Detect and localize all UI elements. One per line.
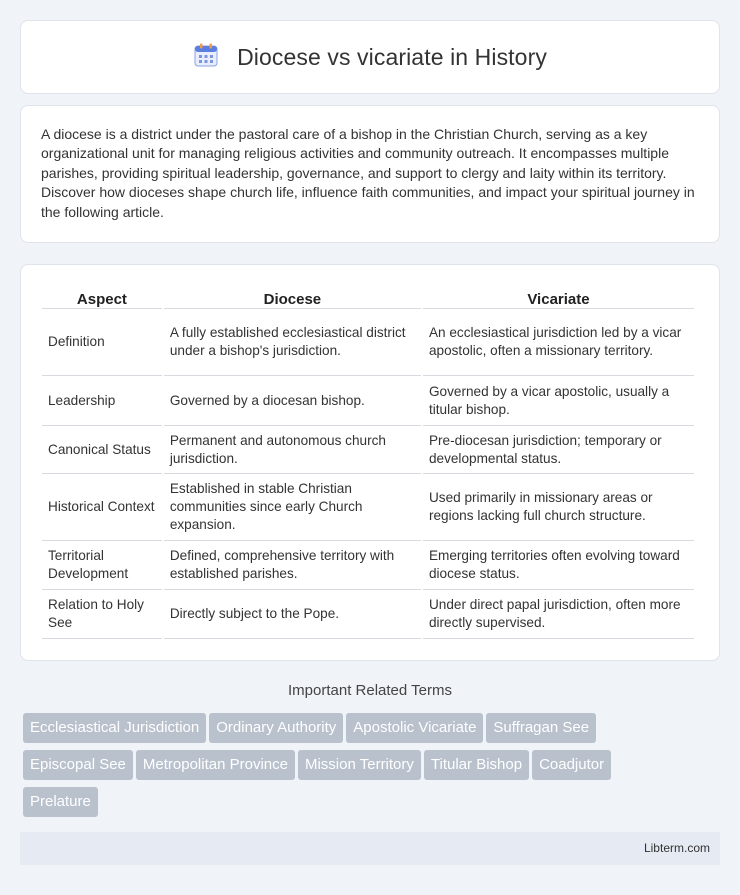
related-terms-list [23,713,723,824]
table-row [42,309,694,376]
term-tag[interactable]: Prelature [23,787,98,817]
row-aspect: Definition [42,309,162,376]
column-header-vicariate: Vicariate [423,285,694,309]
row-vicariate: Governed by a vicar apostolic, usually a titular bishop. [423,376,694,426]
row-diocese: Directly subject to the Pope. [164,590,421,639]
row-aspect: Leadership [42,376,162,426]
row-diocese: Established in stable Christian communities since early Church expansion. [164,474,421,541]
row-diocese: A fully established ecclesiastical district under a bishop's jurisdiction. [164,309,421,376]
term-tag[interactable]: Apostolic Vicariate [346,713,483,743]
term-tag[interactable]: Titular Bishop [424,750,529,780]
table-header-row [42,285,694,309]
table-row [42,474,694,541]
table-row [42,541,694,590]
table-row [42,376,694,426]
row-diocese: Defined, comprehensive territory with established parishes. [164,541,421,590]
term-tag[interactable]: Coadjutor [532,750,611,780]
row-vicariate: An ecclesiastical jurisdiction led by a vicar apostolic, often a missionary territory. [423,309,694,376]
comparison-table [40,285,696,639]
row-vicariate: Used primarily in missionary areas or regions lacking full church structure. [423,474,694,541]
row-diocese: Permanent and autonomous church jurisdiction. [164,426,421,474]
row-aspect: Historical Context [42,474,162,541]
term-tag[interactable]: Ordinary Authority [209,713,343,743]
table-row [42,590,694,639]
row-vicariate: Pre-diocesan jurisdiction; temporary or developmental status. [423,426,694,474]
term-tag[interactable]: Episcopal See [23,750,133,780]
table-row [42,426,694,474]
column-header-aspect: Aspect [42,285,162,309]
footer-site-link[interactable]: Libterm.com [643,841,710,855]
header-card [20,20,720,94]
term-tag[interactable]: Metropolitan Province [136,750,295,780]
term-tag[interactable]: Mission Territory [298,750,421,780]
row-vicariate: Under direct papal jurisdiction, often more directly supervised. [423,590,694,639]
page-title: Diocese vs vicariate in History [237,43,547,70]
related-terms-title: Important Related Terms [288,682,452,699]
intro-text: A diocese is a district under the pastoral care of a bishop in the Christian Church, serving as a key organizational unit for managing religious activities and community outreach. It encompasses multiple parishes, providing spiritual leadership, governance, and support to clergy and laity within its territory. Discover how dioceses shape church life, influence faith communities, and impact your spiritual journey in the following article. [41,126,695,220]
column-header-diocese: Diocese [164,285,421,309]
term-tag[interactable]: Ecclesiastical Jurisdiction [23,713,206,743]
intro-card [20,105,720,243]
row-aspect: Territorial Development [42,541,162,590]
row-aspect: Relation to Holy See [42,590,162,639]
row-vicariate: Emerging territories often evolving toward diocese status. [423,541,694,590]
row-diocese: Governed by a diocesan bishop. [164,376,421,426]
comparison-card [20,264,720,661]
calendar-icon [193,42,219,73]
footer [20,832,720,865]
term-tag[interactable]: Suffragan See [486,713,596,743]
row-aspect: Canonical Status [42,426,162,474]
